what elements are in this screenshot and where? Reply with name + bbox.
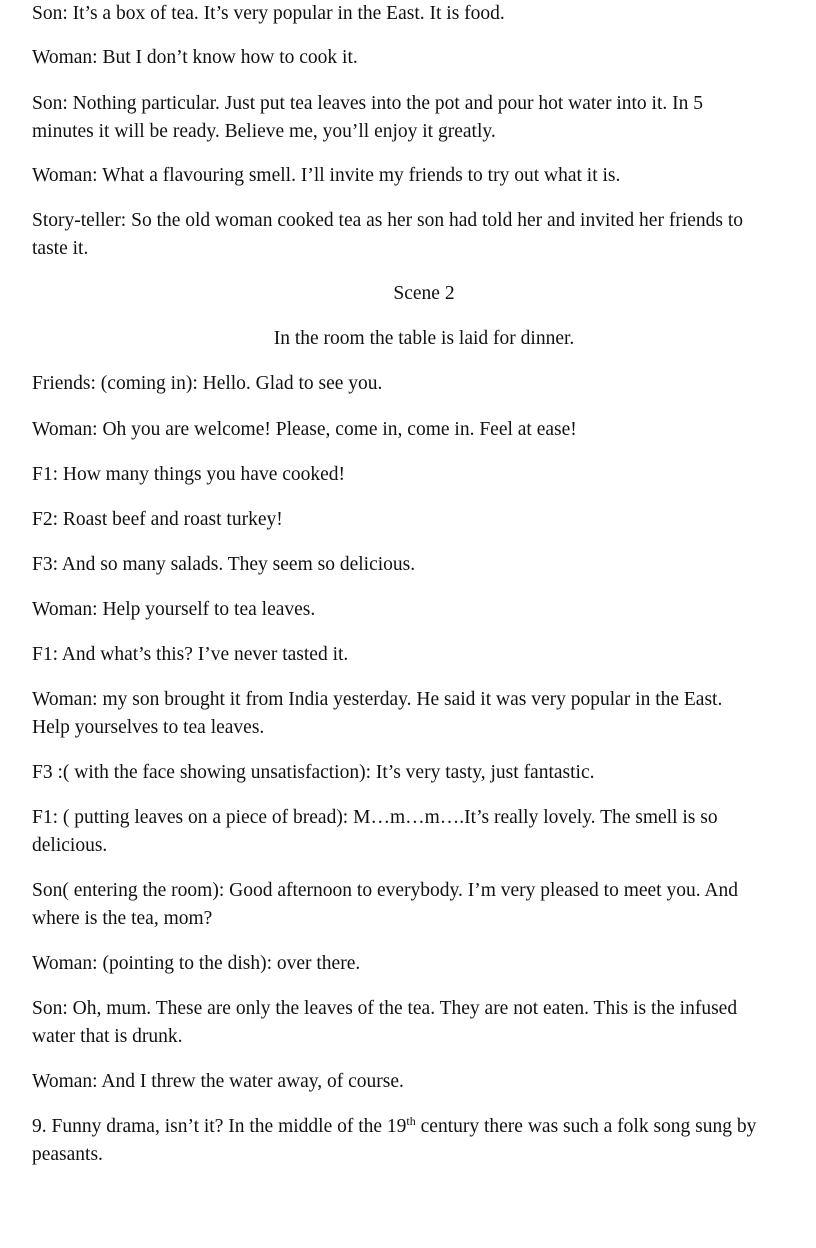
dialogue-line-f1-bread: F1: ( putting leaves on a piece of bread): M…m…m….It’s really lovely. The smell is so delicious.	[32, 807, 718, 856]
exercise-line-1: 9. Funny drama, isn’t it? In the middle of the 19th century there was such a folk song sung by	[32, 1113, 757, 1137]
superscript-th: th	[406, 1113, 416, 1128]
dialogue-line-f1-what: F1: And what’s this? I’ve never tasted it.	[32, 644, 349, 665]
dialogue-line-friends-greeting: Friends: (coming in): Hello. Glad to see you.	[32, 373, 383, 394]
dialogue-line-woman-pointing: Woman: (pointing to the dish): over there.	[32, 953, 361, 974]
dialogue-line-f2-roast: F2: Roast beef and roast turkey!	[32, 509, 283, 530]
dialogue-line-son-instructions: Son: Nothing particular. Just put tea leaves into the pot and pour hot water into it. In 5 minutes it will be ready. Believe me, you’ll enjoy it greatly.	[32, 93, 704, 142]
dialogue-line-woman-india: Woman: my son brought it from India yesterday. He said it was very popular in the East. Help yourselves to tea leaves.	[32, 689, 723, 738]
dialogue-line-woman-threw: Woman: And I threw the water away, of course.	[32, 1071, 404, 1092]
narration-story-teller: Story-teller: So the old woman cooked tea as her son had told her and invited her friends to taste it.	[32, 210, 744, 259]
dialogue-line-f3-salads: F3: And so many salads. They seem so delicious.	[32, 554, 416, 575]
dialogue-line-woman-welcome: Woman: Oh you are welcome! Please, come in, come in. Feel at ease!	[32, 419, 577, 440]
exercise-paragraph-9	[32, 1113, 816, 1169]
dialogue-line-woman-smell: Woman: What a flavouring smell. I’ll invite my friends to try out what it is.	[32, 165, 621, 186]
scene-heading: Scene 2	[393, 283, 455, 304]
stage-direction: In the room the table is laid for dinner.	[273, 328, 575, 349]
dialogue-line-woman-cook: Woman: But I don’t know how to cook it.	[32, 47, 358, 68]
dialogue-line-son-entering: Son( entering the room): Good afternoon to everybody. I’m very pleased to meet you. And where is the tea, mom?	[32, 880, 738, 929]
dialogue-line-woman-help: Woman: Help yourself to tea leaves.	[32, 599, 316, 620]
exercise-line-2: peasants.	[32, 1144, 103, 1165]
dialogue-line-son-leaves: Son: Oh, mum. These are only the leaves of the tea. They are not eaten. This is the infused water that is drunk.	[32, 998, 738, 1047]
dialogue-line-f1-cooked: F1: How many things you have cooked!	[32, 464, 346, 485]
dialogue-line-son-box-of-tea: Son: It’s a box of tea. It’s very popular in the East. It is food.	[32, 3, 505, 24]
dialogue-line-f3-tasty: F3 :( with the face showing unsatisfaction): It’s very tasty, just fantastic.	[32, 762, 595, 783]
